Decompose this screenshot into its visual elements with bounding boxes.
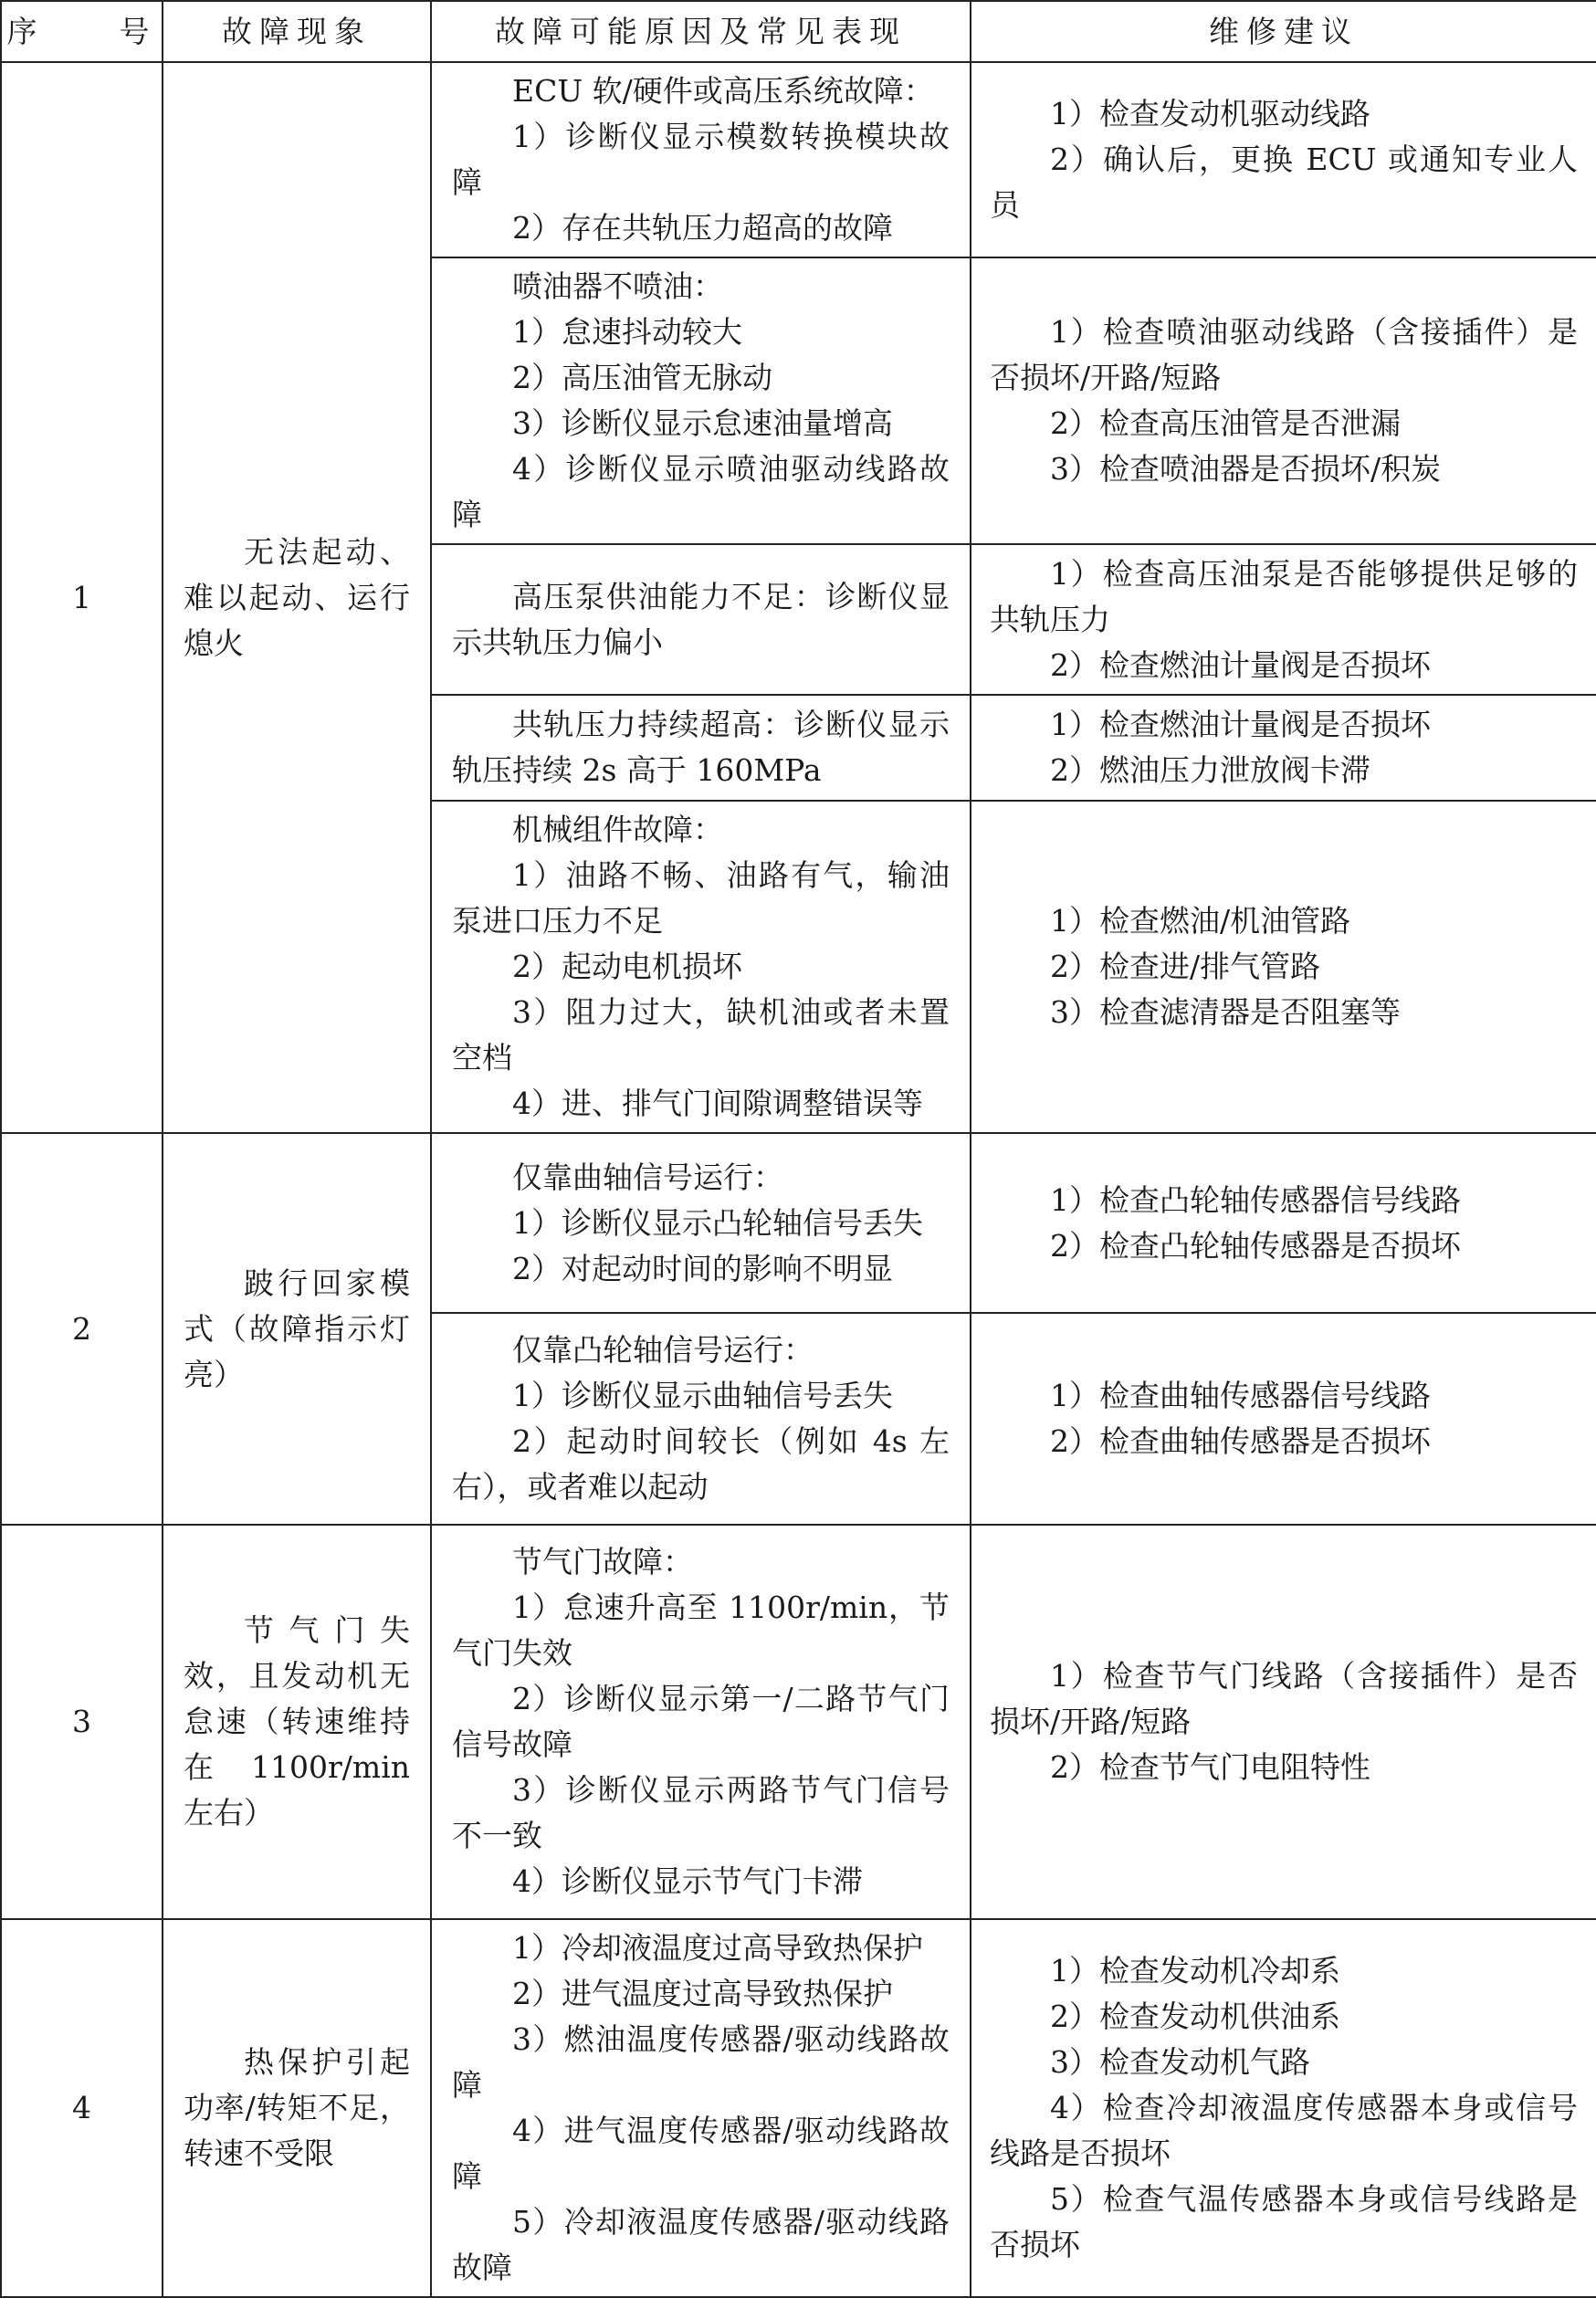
row-index: 4 bbox=[1, 1919, 163, 2297]
header-suggestion: 维修建议 bbox=[971, 1, 1596, 62]
row-index: 1 bbox=[1, 62, 163, 1133]
fault-symptom: 热保护引起功率/转矩不足，转速不受限 bbox=[163, 1919, 431, 2297]
fault-cause: 机械组件故障： 1）油路不畅、油路有气，输油泵进口压力不足 2）起动电机损坏 3）阻力过大，缺机油或者未置空档 4）进、排气门间隙调整错误等 bbox=[431, 801, 971, 1133]
repair-suggestion: 1）检查喷油驱动线路（含接插件）是否损坏/开路/短路 2）检查高压油管是否泄漏 3）检查喷油器是否损坏/积炭 bbox=[971, 257, 1596, 544]
fault-symptom: 跛行回家模式（故障指示灯亮） bbox=[163, 1133, 431, 1525]
row-index: 2 bbox=[1, 1133, 163, 1525]
header-cause: 故障可能原因及常见表现 bbox=[431, 1, 971, 62]
repair-suggestion: 1）检查燃油/机油管路 2）检查进/排气管路 3）检查滤清器是否阻塞等 bbox=[971, 801, 1596, 1133]
table-row bbox=[1, 1919, 1596, 2297]
repair-suggestion: 1）检查曲轴传感器信号线路 2）检查曲轴传感器是否损坏 bbox=[971, 1313, 1596, 1525]
table-header-row bbox=[1, 1, 1596, 62]
row-index: 3 bbox=[1, 1525, 163, 1919]
fault-cause: 仅靠凸轮轴信号运行： 1）诊断仪显示曲轴信号丢失 2）起动时间较长（例如 4s 左右），或者难以起动 bbox=[431, 1313, 971, 1525]
fault-symptom: 无法起动、难以起动、运行熄火 bbox=[163, 62, 431, 1133]
fault-cause: 喷油器不喷油： 1）怠速抖动较大 2）高压油管无脉动 3）诊断仪显示怠速油量增高 4）诊断仪显示喷油驱动线路故障 bbox=[431, 257, 971, 544]
fault-cause: ECU 软/硬件或高压系统故障： 1）诊断仪显示模数转换模块故障 2）存在共轨压力超高的故障 bbox=[431, 62, 971, 257]
table-row bbox=[1, 62, 1596, 257]
fault-cause: 节气门故障： 1）怠速升高至 1100r/min，节气门失效 2）诊断仪显示第一/二路节气门信号故障 3）诊断仪显示两路节气门信号不一致 4）诊断仪显示节气门卡滞 bbox=[431, 1525, 971, 1919]
fault-cause: 1）冷却液温度过高导致热保护 2）进气温度过高导致热保护 3）燃油温度传感器/驱动线路故障 4）进气温度传感器/驱动线路故障 5）冷却液温度传感器/驱动线路故障 bbox=[431, 1919, 971, 2297]
fault-cause: 共轨压力持续超高：诊断仪显示轨压持续 2s 高于 160MPa bbox=[431, 695, 971, 801]
fault-symptom: 节气门失效，且发动机无怠速（转速维持在 1100r/min 左右） bbox=[163, 1525, 431, 1919]
fault-cause: 仅靠曲轴信号运行： 1）诊断仪显示凸轮轴信号丢失 2）对起动时间的影响不明显 bbox=[431, 1133, 971, 1313]
header-symptom: 故障现象 bbox=[163, 1, 431, 62]
repair-suggestion: 1）检查发动机驱动线路 2）确认后，更换 ECU 或通知专业人员 bbox=[971, 62, 1596, 257]
repair-suggestion: 1）检查高压油泵是否能够提供足够的共轨压力 2）检查燃油计量阀是否损坏 bbox=[971, 544, 1596, 695]
table-row bbox=[1, 1133, 1596, 1313]
repair-suggestion: 1）检查凸轮轴传感器信号线路 2）检查凸轮轴传感器是否损坏 bbox=[971, 1133, 1596, 1313]
repair-suggestion: 1）检查发动机冷却系 2）检查发动机供油系 3）检查发动机气路 4）检查冷却液温度传感器本身或信号线路是否损坏 5）检查气温传感器本身或信号线路是否损坏 bbox=[971, 1919, 1596, 2297]
repair-suggestion: 1）检查燃油计量阀是否损坏 2）燃油压力泄放阀卡滞 bbox=[971, 695, 1596, 801]
repair-suggestion: 1）检查节气门线路（含接插件）是否损坏/开路/短路 2）检查节气门电阻特性 bbox=[971, 1525, 1596, 1919]
fault-cause: 高压泵供油能力不足：诊断仪显示共轨压力偏小 bbox=[431, 544, 971, 695]
table-row bbox=[1, 1525, 1596, 1919]
header-index: 序 号 bbox=[1, 1, 163, 62]
